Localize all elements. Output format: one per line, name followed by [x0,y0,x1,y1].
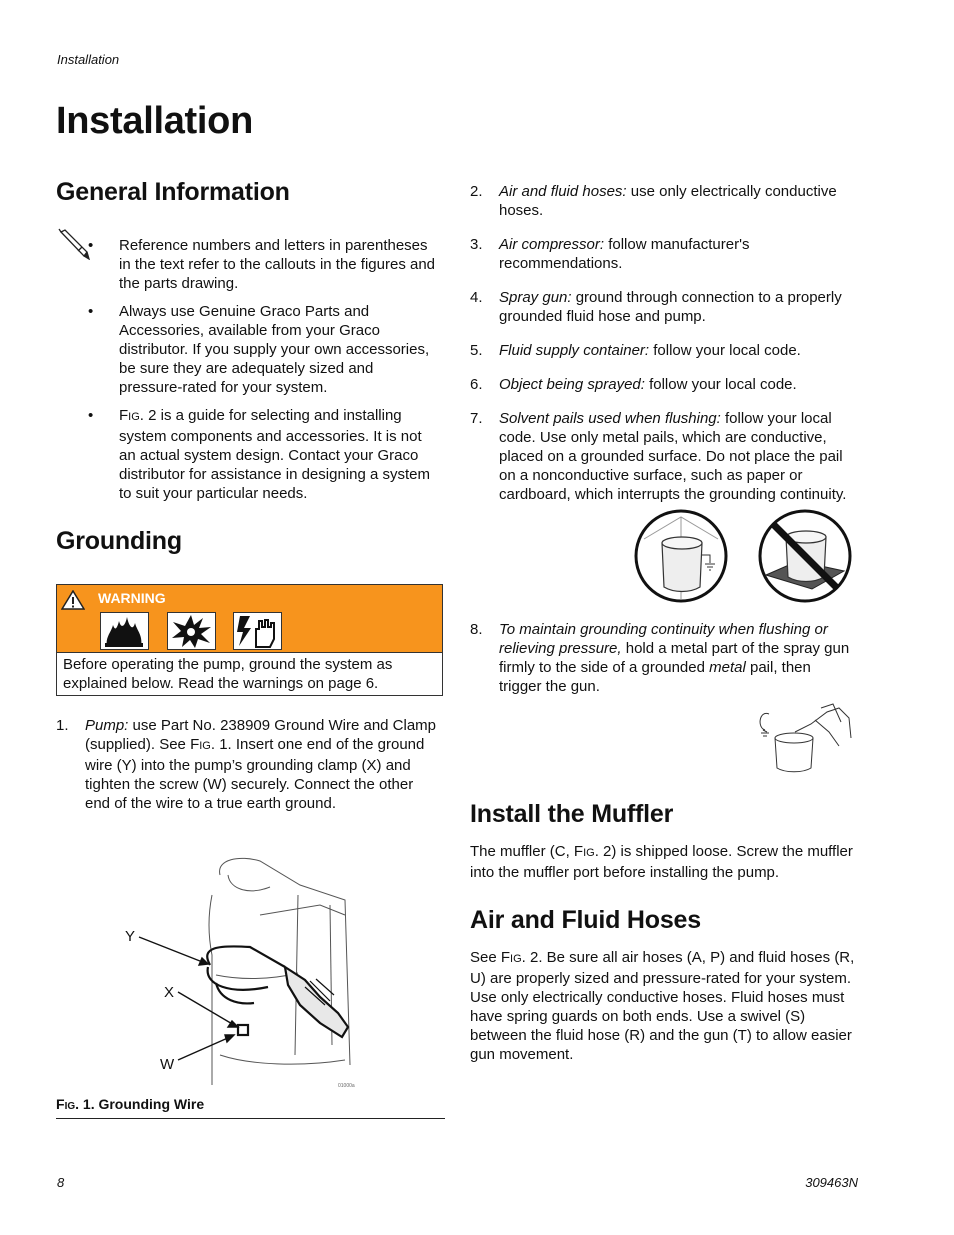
list-item [470,235,855,273]
list-item [470,620,855,696]
fig-smallcaps: IG [128,411,140,423]
item-label: Pump: [85,717,129,734]
fig-prefix: F [573,843,584,860]
list-item [470,341,855,360]
item-label: Spray gun: [499,289,572,306]
warning-text: Before operating the pump, ground the system as explained below. Read the warnings on page 6. [63,656,393,692]
paragraph-text: . 2) is shipped loose. Screw the muffler into the muffler port before installing the pump. [470,843,853,881]
install-muffler-heading: Install the Muffler [470,800,674,828]
caption-text: . 1. Grounding Wire [75,1096,205,1112]
fig-prefix: F [190,736,200,753]
bullet-marker: • [88,303,94,320]
figure-rule [56,1118,445,1119]
item-label: Air and fluid hoses: [499,183,627,200]
general-information-bullets [88,236,440,512]
fig-smallcaps: IG [583,847,595,859]
item-text: follow your local code. [649,342,801,359]
fire-hazard-icon [100,612,149,650]
item-number: 5. [470,342,483,359]
explosion-hazard-icon [167,612,216,650]
paragraph-text: See [470,949,501,966]
item-number: 8. [470,621,483,638]
general-information-heading: General Information [56,178,290,206]
paragraph-text: The muffler (C, [470,843,574,860]
grounding-steps-2-7 [470,182,855,519]
callout-x: X [164,984,175,1001]
grounded-pail-icon [634,509,728,603]
document-number: 309463N [805,1175,858,1190]
flushing-gun-pail-illustration [755,698,855,774]
install-muffler-text [470,842,855,882]
list-item [56,716,441,813]
item-label: Fluid supply container: [499,342,650,359]
item-number: 7. [470,410,483,427]
warning-header [57,585,442,653]
page-number: 8 [57,1175,65,1190]
bullet-text: . 2 is a guide for selecting and installing system components and accessories. It is not an actual system design. Contact your Graco distributor for assistance in designing a system to suit your particular needs. [119,407,430,502]
figure-code: 01000a [338,1083,355,1089]
item-text: hold a metal part of the spray gun firmly to the side of a grounded [499,640,850,676]
item-emphasis: metal [709,659,746,676]
item-text: pail, then trigger the gun. [499,659,811,695]
warning-label: WARNING [98,590,166,606]
caption-smallcaps: IG [64,1101,76,1112]
fig-prefix: F [119,407,129,424]
grounding-heading: Grounding [56,527,182,555]
list-item [470,409,855,504]
pencil-note-icon [58,228,90,260]
list-item [470,182,855,220]
item-number: 6. [470,376,483,393]
item-number: 4. [470,289,483,306]
ungrounded-pail-prohibited-icon [758,509,852,603]
page-title: Installation [56,100,253,142]
fig-prefix: F [500,949,511,966]
list-item [470,288,855,326]
item-text: use only electrically conductive hoses. [499,183,837,219]
fig-smallcaps: IG [199,740,211,752]
callout-w: W [160,1056,175,1073]
item-text: . 1. Insert one end of the ground wire (Y) into the pump’s grounding clamp (X) and tighten the screw (W) securely. Connect the other end of the wire to a true earth ground. [85,736,425,812]
bullet-text: Always use Genuine Graco Parts and Accessories, available from your Graco distributor. If you supply your own accessories, be sure they are adequately sized and pressure-rated for your system. [119,303,430,396]
bullet-text: Reference numbers and letters in parentheses in the text refer to the callouts in the figures and the parts drawing. [119,237,436,292]
paragraph-text: . 2. Be sure all air hoses (A, P) and fluid hoses (R, U) are properly sized and pressure-rated for your system. Use only electrically conductive hoses. Fluid hoses must have spring guards on both ends. Use a swivel (S) between the fluid hose (R) and the gun (T) to allow easier gun movement. [470,949,855,1063]
fig-smallcaps: IG [510,953,522,965]
bullet-item [88,236,440,293]
item-text: follow manufacturer's recommendations. [499,236,750,272]
bullet-marker: • [88,237,94,254]
item-label: Air compressor: [499,236,605,253]
air-fluid-hoses-heading: Air and Fluid Hoses [470,906,701,934]
air-fluid-hoses-text [470,948,855,1064]
item-number: 3. [470,236,483,253]
callout-y: Y [125,928,136,945]
item-label: Object being sprayed: [499,376,645,393]
figure-1-caption [56,1096,204,1112]
callout-arrows [120,920,240,1080]
item-number: 1. [56,717,69,734]
item-label: Solvent pails used when flushing: [499,410,721,427]
item-text: follow your local code. Use only metal pails, which are conductive, placed on a grounded surface. Do not place the pail on a nonconductive surface, such as paper or cardboard, which interrupts the grounding continuity. [499,410,847,503]
alert-triangle-icon [61,590,85,610]
item-label: To maintain grounding continuity when flushing or relieving pressure, [499,621,828,657]
grounding-step-1 [56,716,441,828]
item-number: 2. [470,183,483,200]
caption-prefix: F [56,1096,65,1112]
bullet-item [88,406,440,503]
running-head: Installation [57,52,120,67]
bullet-marker: • [88,407,94,424]
item-text: ground through connection to a properly grounded fluid hose and pump. [499,289,842,325]
list-item [470,375,855,394]
item-text: use Part No. 238909 Ground Wire and Clamp (supplied). See [85,717,437,753]
bullet-item [88,302,440,397]
item-text: follow your local code. [644,376,797,393]
warning-box [56,584,443,696]
electric-shock-hazard-icon [233,612,282,650]
